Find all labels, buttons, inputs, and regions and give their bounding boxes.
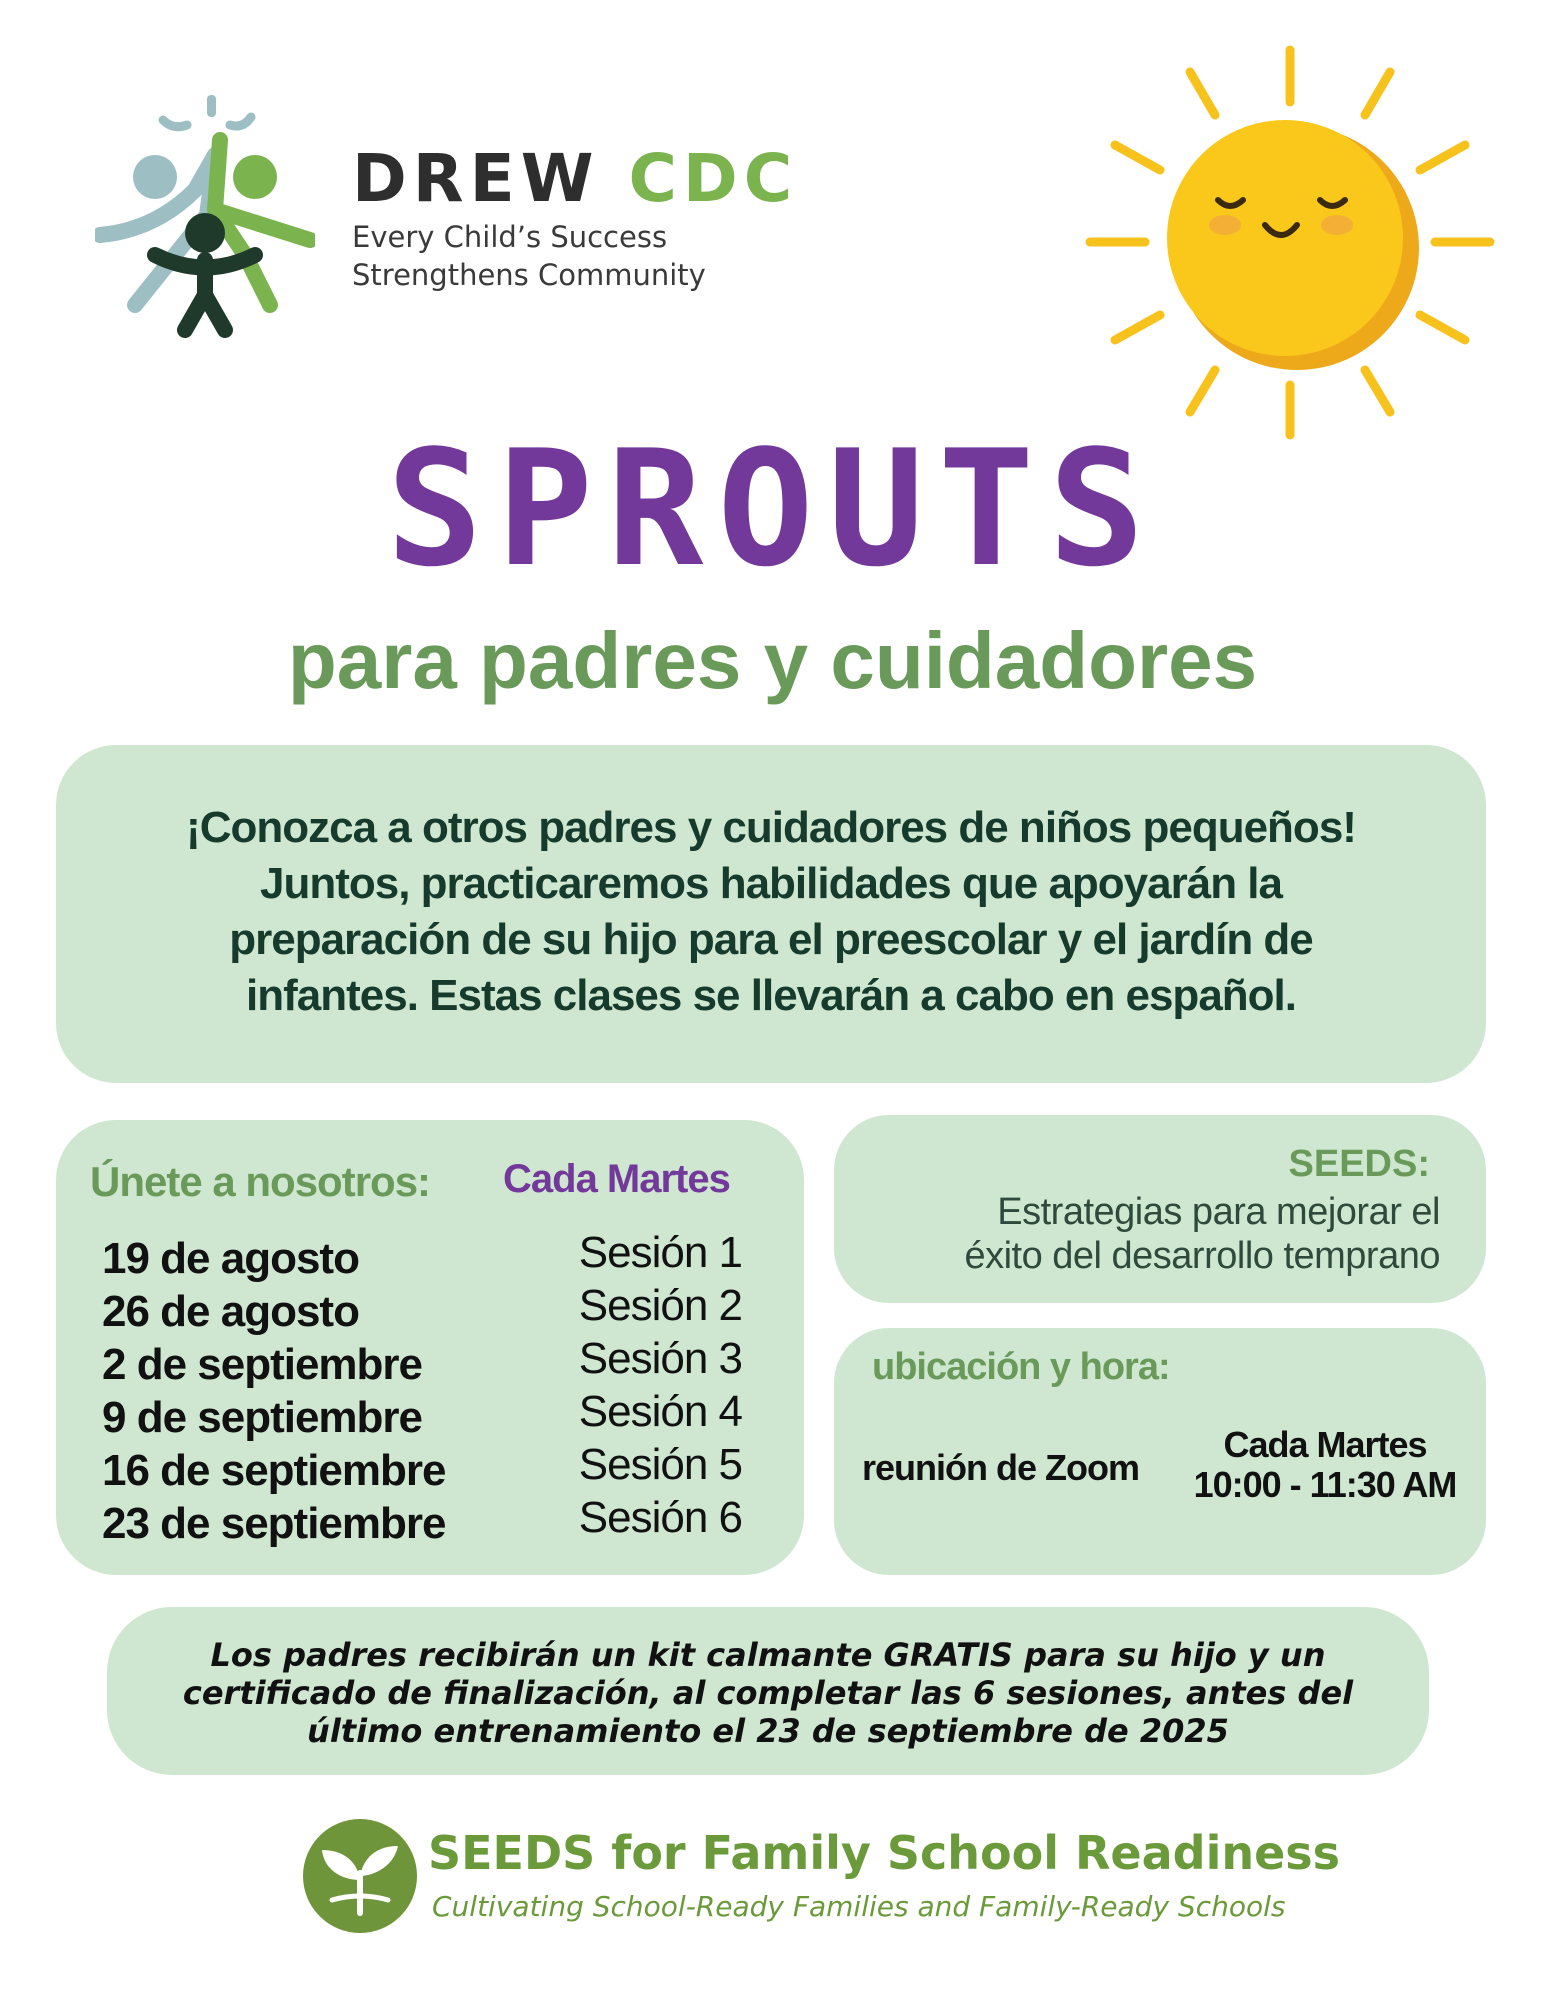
note-text [110,1636,1426,1750]
tagline-line-1: Every Child’s Success [352,220,668,254]
schedule-label: Únete a nosotros: [90,1158,431,1205]
note-line-2: certificado de finalización, al completar las 6 sesiones, antes del [182,1674,1354,1712]
intro-line-1: ¡Conozca a otros padres y cuidadores de niños pequeños! [186,803,1356,852]
intro-text [60,800,1482,1024]
brand-tagline [352,218,706,294]
brand-word-drew: DREW [352,140,600,217]
seeds-description [840,1190,1440,1278]
session-row [102,1334,742,1391]
session-label: Sesión 1 [578,1228,742,1277]
session-date: 26 de agosto [102,1287,359,1336]
session-list [102,1228,742,1550]
location-heading: ubicación y hora: [872,1346,1170,1388]
sprout-logo-icon [302,1818,418,1934]
footer-subtitle: Cultivating School-Ready Families and Family-Ready Schools [432,1890,1286,1923]
session-label: Sesión 2 [578,1281,742,1330]
tagline-line-2: Strengthens Community [352,258,706,292]
intro-line-3: preparación de su hijo para el preescolar y el jardín de [229,915,1313,964]
session-date: 16 de septiembre [102,1446,446,1495]
seeds-line-2: éxito del desarrollo temprano [964,1235,1440,1277]
session-date: 19 de agosto [102,1234,359,1283]
session-date: 9 de septiembre [102,1393,423,1442]
location-time [1170,1425,1480,1505]
session-row [102,1440,742,1497]
brand-name [352,140,798,217]
brand-word-cdc: CDC [628,140,799,217]
session-row [102,1387,742,1444]
location-hours: 10:00 - 11:30 AM [1193,1464,1457,1505]
session-label: Sesión 6 [578,1493,742,1542]
note-line-3: último entrenamiento el 23 de septiembre de 2025 [307,1712,1229,1750]
session-row [102,1493,742,1550]
session-label: Sesión 5 [578,1440,742,1489]
schedule-frequency: Cada Martes [503,1157,730,1201]
session-label: Sesión 4 [578,1387,742,1436]
footer-title: SEEDS for Family School Readiness [428,1826,1341,1880]
seeds-heading: SEEDS: [1288,1143,1430,1185]
seeds-line-1: Estrategias para mejorar el [997,1191,1440,1233]
session-label: Sesión 3 [578,1334,742,1383]
location-place: reunión de Zoom [862,1447,1139,1488]
page-subtitle: para padres y cuidadores [287,616,1258,705]
page-title: SPROUTS [386,415,1159,602]
note-line-1: Los padres recibirán un kit calmante GRATIS para su hijo y un [210,1636,1326,1674]
session-row [102,1281,742,1338]
intro-line-2: Juntos, practicaremos habilidades que apoyarán la [259,859,1283,908]
intro-line-4: infantes. Estas clases se llevarán a cabo en español. [246,971,1296,1020]
location-day: Cada Martes [1223,1424,1427,1465]
session-date: 23 de septiembre [102,1499,446,1548]
drew-cdc-logo-icon [95,95,315,340]
session-row [102,1228,742,1285]
session-date: 2 de septiembre [102,1340,423,1389]
sun-icon [1085,40,1505,450]
